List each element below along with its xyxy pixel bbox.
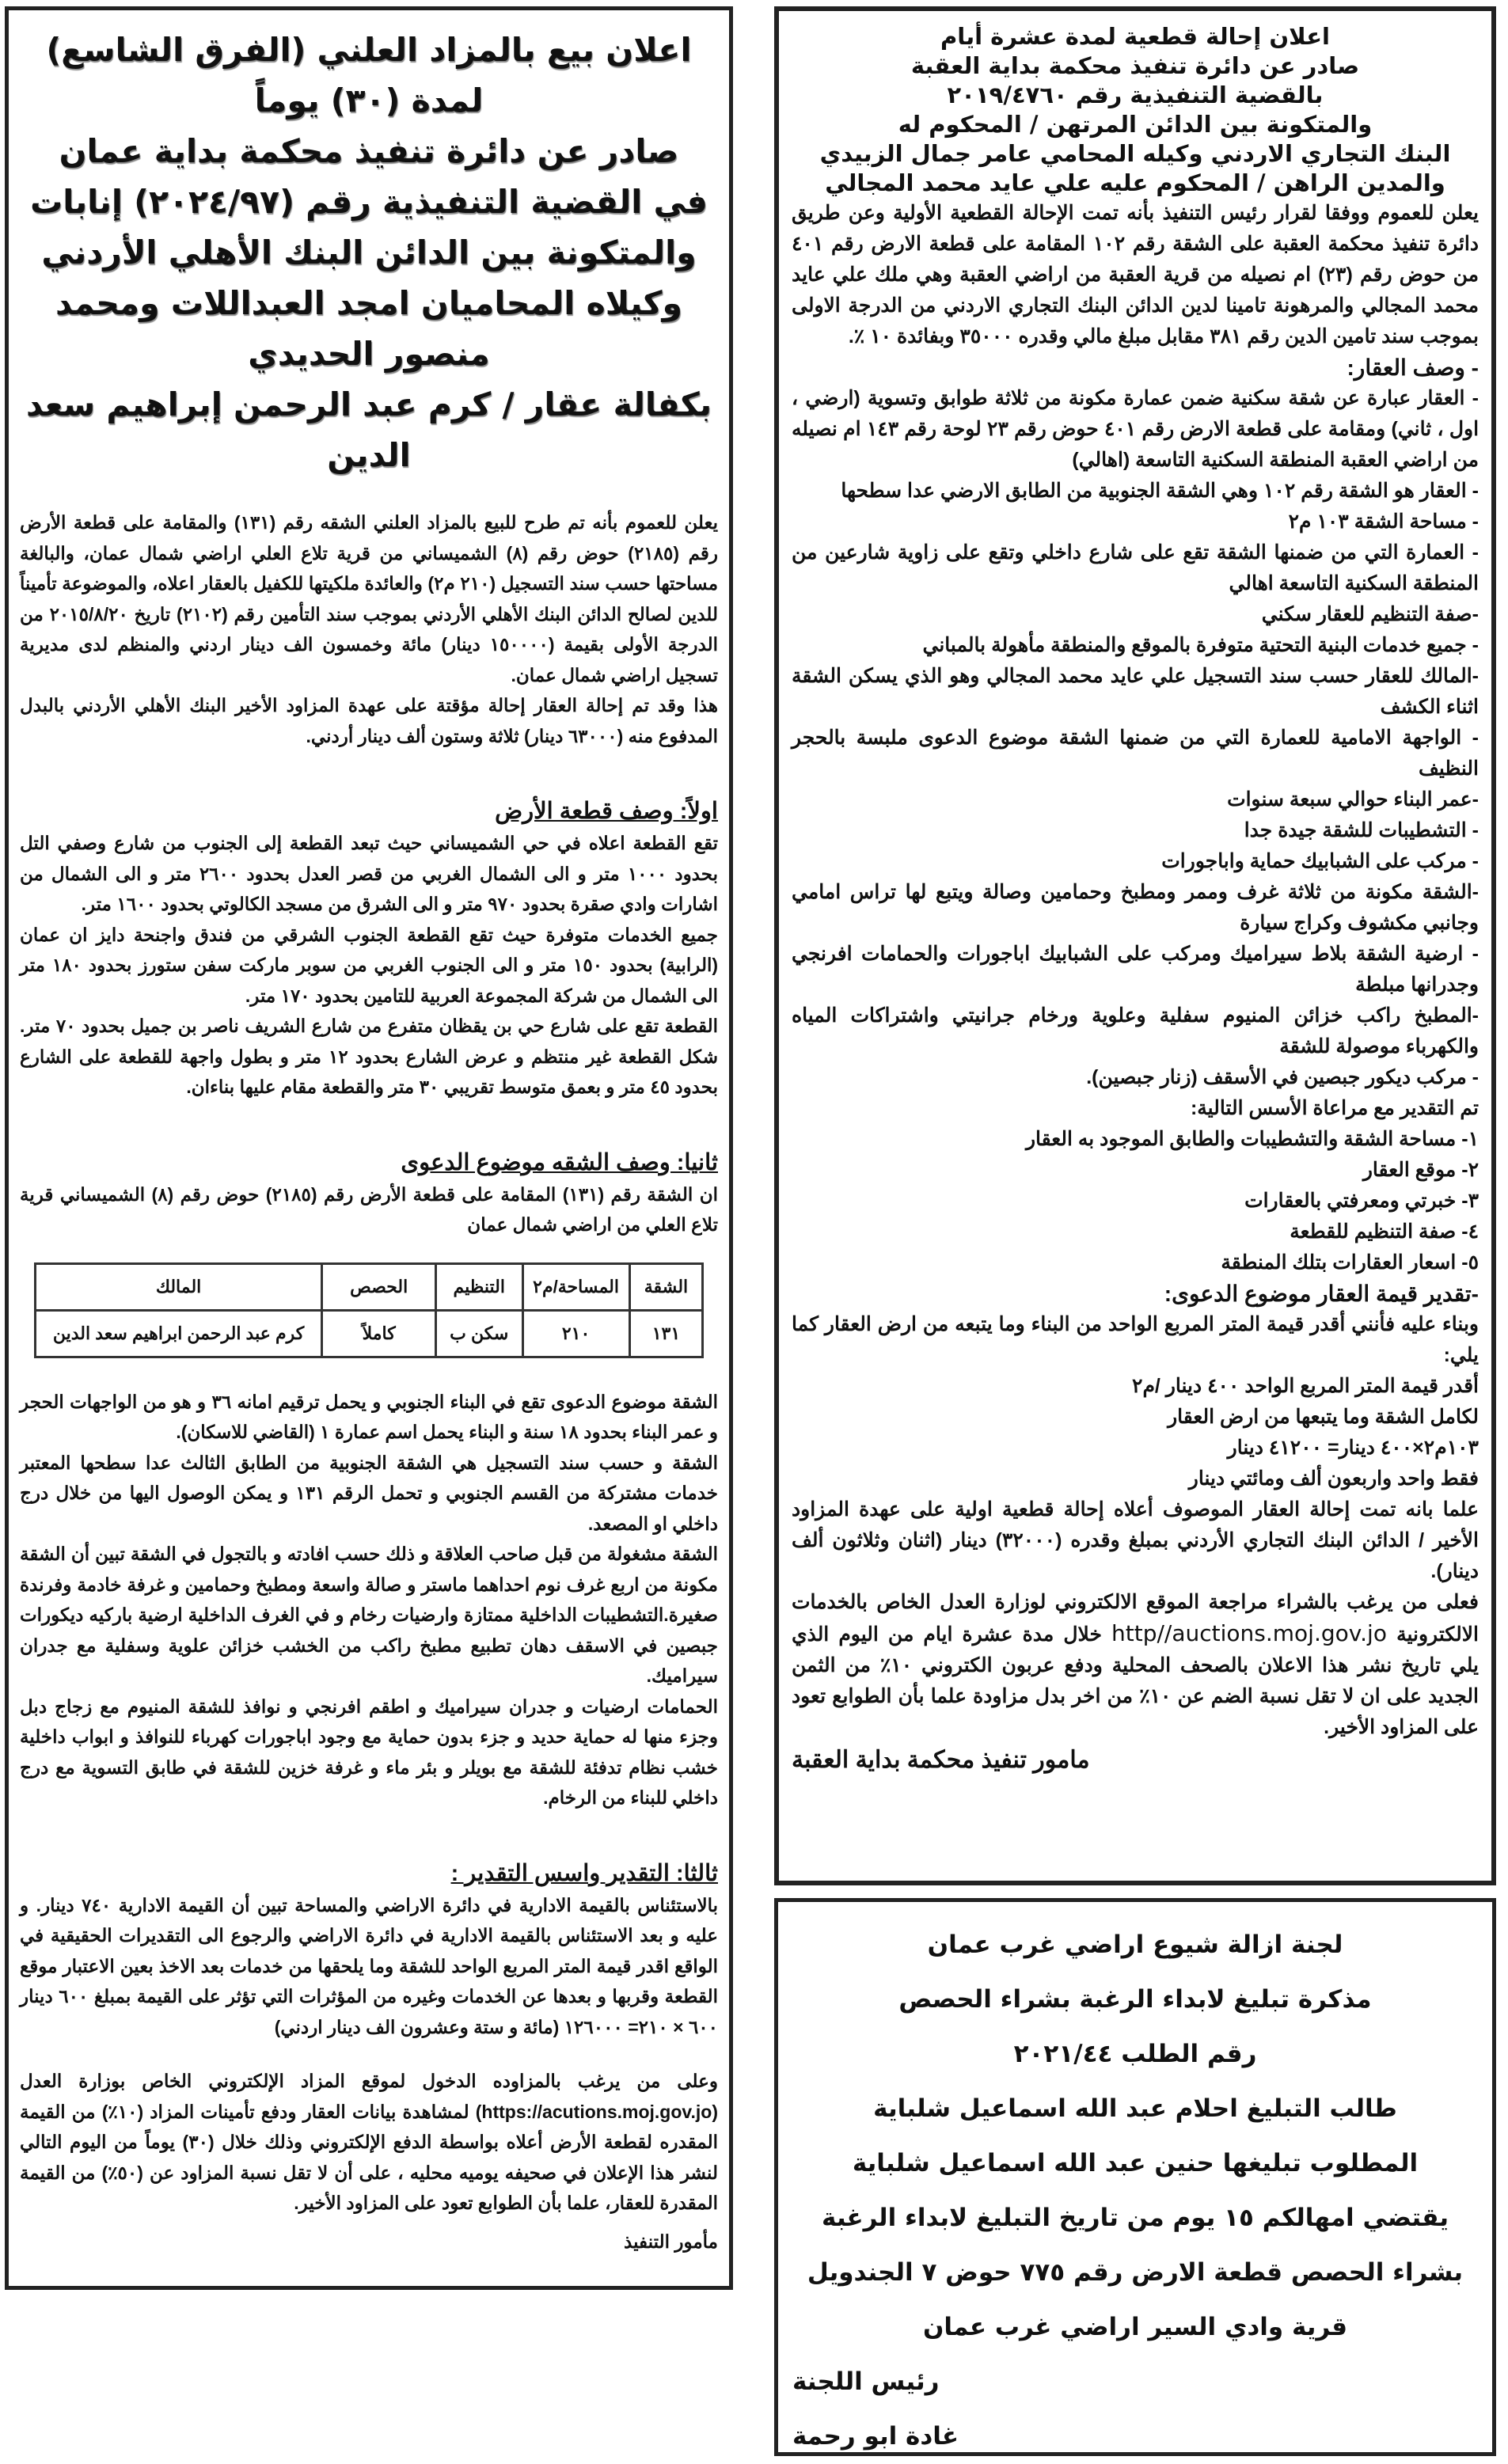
table-header: التنظيم: [435, 1263, 522, 1310]
signature: مأمور التنفيذ: [624, 2231, 718, 2252]
paragraph: ان الشقة رقم (١٣١) المقامة على قطعة الأرض رقم (٢١٨٥) حوض رقم (٨) الشميساني قرية تلاع العلي من اراضي شمال عمان: [20, 1183, 718, 1235]
notice-line: طالب التبليغ احلام عبد الله اسماعيل شلباية: [873, 2094, 1397, 2123]
description-item: - مركب على الشبابيك حماية واباجورات: [1161, 850, 1479, 872]
property-description-list: [792, 383, 1479, 1278]
section-heading: اولاً: وصف قطعة الأرض: [495, 799, 718, 824]
notice-line: بشراء الحصص قطعة الارض رقم ٧٧٥ حوض ٧ الجندويل: [807, 2258, 1464, 2287]
notice-title: [20, 25, 718, 480]
table-row: [35, 1310, 703, 1357]
section-heading: ثالثا: التقدير واسس التقدير :: [450, 1860, 718, 1886]
title-line: والمتكونة بين الدائن البنك الأهلي الأردني: [41, 233, 697, 271]
description-item: - مساحة الشقة ١٠٣ م٢: [1288, 511, 1479, 533]
closing-paragraph: [792, 1587, 1479, 1743]
title-line: صادر عن دائرة تنفيذ محكمة بداية عمان: [59, 132, 679, 170]
valuation-list: [792, 1309, 1479, 1587]
notice-line: لجنة ازالة شيوع اراضي غرب عمان: [927, 1931, 1343, 1959]
description-item: -المطبخ راكب خزائن المنيوم سفلية وعلوية ورخام جرانيتي واشتراكات المياه والكهرباء موصولة للشقة: [792, 1004, 1479, 1057]
table-cell: سكن ب: [435, 1310, 522, 1357]
table-cell: ١٣١: [629, 1310, 703, 1357]
section-heading: - وصف العقار:: [1347, 355, 1479, 380]
description-item: ٥- اسعار العقارات بتلك المنطقة: [1221, 1251, 1479, 1274]
description-item: - جميع خدمات البنية التحتية متوفرة بالموقع والمنطقة مأهولة بالمباني: [922, 634, 1479, 656]
valuation-item: فقط واحد واربعون ألف ومائتي دينار: [1188, 1467, 1479, 1490]
table-header: الحصص: [322, 1263, 435, 1310]
title-line: وكيلاه المحاميان امجد العبداللات ومحمد منصور الحديدي: [55, 284, 682, 373]
auction-notice-amman: [5, 6, 733, 2290]
description-item: -عمر البناء حوالي سبعة سنوات: [1227, 788, 1479, 811]
final-award-notice-aqaba: [774, 6, 1496, 1885]
description-item: - العقار هو الشقة رقم ١٠٢ وهي الشقة الجنوبية من الطابق الارضي عدا سطحها: [841, 480, 1479, 502]
apartment-table: [34, 1262, 705, 1358]
description-item: -الشقة مكونة من ثلاثة غرف وممر ومطبخ وحمامين وصالة ويتبع لها تراس امامي وجانبي مكشوف وكراج سيارة: [792, 881, 1479, 934]
valuation-item: لكامل الشقة وما يتبعها من ارض العقار: [1168, 1406, 1479, 1428]
committee-notice: [774, 1898, 1496, 2456]
paragraph: القطعة تقع على شارع حي بن يقظان متفرع من شارع الشريف ناصر بن جميل بحدود ٧٠ متر. شكل القطعة غير منتظم و عرض الشارع بحدود ١٢ متر و بطول واجهة للقطعة على الشارع بحدود ٤٥ متر و بعمق متوسط تقريبي ٣٠ متر والقطعة مقام عليها بناءان.: [20, 1016, 718, 1097]
signature-name: غادة ابو رحمة: [792, 2422, 959, 2451]
signature-title: رئيس اللجنة: [792, 2367, 940, 2396]
title-line: صادر عن دائرة تنفيذ محكمة بداية العقبة: [910, 52, 1360, 79]
title-line: والمدين الراهن / المحكوم عليه علي عايد محمد المجالي: [825, 169, 1445, 196]
title-line: اعلان بيع بالمزاد العلني (الفرق الشاسع) لمدة (٣٠) يوماً: [46, 31, 692, 120]
description-item: - التشطيبات للشقة جيدة جدا: [1244, 819, 1479, 841]
table-cell: كاملاً: [322, 1310, 435, 1357]
description-item: - العمارة التي من ضمنها الشقة تقع على شارع داخلي وتقع على زاوية شارعين من المنطقة السكنية التاسعة اهالي: [792, 541, 1479, 594]
description-item: - الواجهة الامامية للعمارة التي من ضمنها الشقة موضوع الدعوى ملبسة بالحجر النظيف: [792, 727, 1479, 780]
intro-paragraph: يعلن للعموم بأنه تم طرح للبيع بالمزاد العلني الشقه رقم (١٣١) والمقامة على قطعة الأرض رقم (٢١٨٥) حوض رقم (٨) الشميساني من قرية تلاع العلي اراضي شمال عمان، والبالغة مساحتها حسب سند التسجيل (٢١٠ م٢) والعائدة ملكيتها للكفيل بالعقار اعلاه، والموضوعة تأميناً للدين لصالح الدائن البنك الأهلي الأردني بموجب سند التأمين رقم (٢١٠٢) تاريخ ٢٠١٥/٨/٢٠ من الدرجة الأولى بقيمة (١٥٠٠٠٠ دينار) مائة وخمسون الف دينار اردني والمنظم لدى مديرية تسجيل اراضي شمال عمان.: [20, 512, 719, 685]
auction-url-link[interactable]: http//auctions.moj.gov.jo: [1111, 1620, 1387, 1646]
intro-paragraph: هذا وقد تم إحالة العقار إحالة مؤقتة على عهدة المزاود الأخير البنك الأهلي الأردني بالبدل المدفوع منه (٦٣٠٠٠ دينار) ثلاثة وستون ألف دينار أردني.: [20, 695, 718, 746]
paragraph: الشقة مشغولة من قبل صاحب العلاقة و ذلك حسب افادته و بالتجول في الشقة تبين أن الشقة مكونة من اربع غرف نوم احداهما ماستر و صالة واسعة ومطبخ وحمامين و غرفة خادمة وفرندة صغيرة.التشطيبات الداخلية ممتازة وارضيات رخام و في الغرف الداخلية ارضية باركيه ديكورات جبصين في الاسقف دهان تطبيع مطبخ راكب من الخشب خزائن علوية وسفلية مع جدران سيراميك.: [20, 1543, 718, 1686]
title-line: بالقضية التنفيذية رقم ٢٠١٩/٤٧٦٠: [947, 82, 1324, 108]
section-heading: ثانيا: وصف الشقه موضوع الدعوى: [401, 1149, 718, 1175]
intro-paragraph: يعلن للعموم ووفقا لقرار رئيس التنفيذ بأنه تمت الإحالة القطعية الأولية وعن طريق دائرة تنفيذ محكمة العقبة على الشقة رقم ١٠٢ المقامة على قطعة الارض رقم ٤٠١ من حوض رقم (٢٣) ام نصيله من قرية العقبة من اراضي العقبة وهي ملك علي عايد محمد المجالي والمرهونة تامينا لدين الدائن البنك التجاري الاردني من الدرجة الاولى بموجب سند تامين الدين رقم ٣٨١ مقابل مبلغ مالي وقدره ٣٥٠٠٠ وبفائدة ١٠ ٪.: [792, 202, 1479, 347]
description-item: ٣- خبرتي ومعرفتي بالعقارات: [1244, 1190, 1479, 1212]
description-item: - مركب ديكور جبصين في الأسقف (زنار جبصين).: [1086, 1066, 1479, 1088]
description-item: تم التقدير مع مراعاة الأسس التالية:: [1190, 1097, 1479, 1119]
title-line: في القضية التنفيذية رقم (٢٠٢٤/٩٧) إنابات: [30, 183, 708, 221]
valuation-item: علما بانه تمت إحالة العقار الموصوف أعلاه إحالة قطعية اولية على عهدة المزاود الأخير / الدائن البنك التجاري الأردني بمبلغ وقدره (٣٢٠٠٠) دينار (اثنان وثلاثون ألف دينار).: [792, 1498, 1480, 1582]
description-item: ٢- موقع العقار: [1362, 1159, 1479, 1181]
title-line: والمتكونة بين الدائن المرتهن / المحكوم له: [898, 111, 1373, 138]
table-header: المالك: [35, 1263, 322, 1310]
paragraph: الحمامات ارضيات و جدران سيراميك و اطقم افرنجي و نوافذ للشقة المنيوم مع زجاج دبل وجزء منها له حماية حديد و جزء بدون حماية مع وجود اباجورات كهرباء للنوافذ و ابواب داخلية خشب نظام تدفئة للشقة مع بويلر و بئر ماء و غرفة خزين للشقة في طابق التسوية مع درج داخلي للبناء من الرخام.: [20, 1695, 718, 1808]
valuation-item: وبناء عليه فأنني أقدر قيمة المتر المربع الواحد من البناء وما يتبعه من ارض العقار كما يلي:: [792, 1313, 1479, 1366]
valuation-item: ١٠٣م٢×٤٠٠ دينار= ٤١٢٠٠ دينار: [1227, 1437, 1479, 1459]
valuation-item: أقدر قيمة المتر المربع الواحد ٤٠٠ دينار /م٢: [1132, 1375, 1479, 1397]
description-item: -المالك للعقار حسب سند التسجيل علي عايد محمد المجالي وهو الذي يسكن الشقة اثناء الكشف: [792, 665, 1479, 718]
closing-text: فعلى من يرغب بالشراء مراجعة الموقع الالكتروني لوزارة العدل الخاص بالخدمات الالكترونية: [792, 1591, 1480, 1646]
paragraph: وعلى من يرغب بالمزاوده الدخول لموقع المزاد الإلكتروني الخاص بوزارة العدل (https://acutions.moj.gov.jo) لمشاهدة بيانات العقار ودفع تأمينات المزاد (١٠٪) من القيمة المقدره لقطعة الأرض أعلاه بواسطة الدفع الإلكتروني وذلك خلال (٣٠) يوماً من اليوم التالي لنشر هذا الإعلان في صحيفه يوميه محليه ، على أن لا تقل نسبة المزاود عن (٥٠٪) من القيمة المقدرة للعقار، علما بأن الطوابع تعود على المزاود الأخير.: [20, 2071, 718, 2213]
paragraph: جميع الخدمات متوفرة حيث تقع القطعة الجنوب الشرقي من فندق واجنحة دايز ان عمان (الرابية) بحدود ١٥٠ متر و الى الجنوب الغربي من سوبر ماركت سفن ستورز بحدود ١٨٠ متر الى الشمال من شركة المجموعة العربية للتامين بحدود ١٧٠ متر.: [20, 924, 719, 1006]
notice-title: [792, 22, 1479, 198]
table-cell: ٢١٠: [522, 1310, 629, 1357]
description-item: -صفة التنظيم للعقار سكني: [1261, 603, 1479, 625]
paragraph: الشقة موضوع الدعوى تقع في البناء الجنوبي و يحمل ترقيم امانه ٣٦ و هو من الواجهات الحجر و عمر البناء بحدود ١٨ سنة و البناء يحمل اسم عمارة ١ (القاضي للاسكان).: [20, 1391, 718, 1442]
paragraph: الشقة و حسب سند التسجيل هي الشقة الجنوبية من الطابق الثالث عدا سطحها المعتبر خدمات مشتركة من القسم الجنوبي و تحمل الرقم ١٣١ و يمكن الوصول اليها من خلال درج داخلي او المصعد.: [20, 1452, 718, 1534]
notice-line: قرية وادي السير اراضي غرب عمان: [922, 2313, 1348, 2341]
section-heading: -تقدير قيمة العقار موضوع الدعوى:: [1164, 1281, 1479, 1306]
table-cell: كرم عبد الرحمن ابراهيم سعد الدين: [35, 1310, 322, 1357]
description-item: ٤- صفة التنظيم للقطعة: [1290, 1221, 1479, 1243]
notice-line: مذكرة تبليغ لابداء الرغبة بشراء الحصص: [898, 1985, 1372, 2014]
notice-line: المطلوب تبليغها حنين عبد الله اسماعيل شلباية: [852, 2149, 1419, 2177]
title-line: البنك التجاري الاردني وكيله المحامي عامر جمال الزبيدي: [819, 140, 1451, 167]
description-item: ١- مساحة الشقة والتشطيبات والطابق الموجود به العقار: [1025, 1128, 1479, 1150]
title-line: اعلان إحالة قطعية لمدة عشرة أيام: [940, 23, 1330, 50]
signature: مامور تنفيذ محكمة بداية العقبة: [792, 1747, 1090, 1773]
paragraph: تقع القطعة اعلاه في حي الشميساني حيث تبعد القطعة إلى الجنوب من شارع وصفي التل بحدود ١٠٠٠ متر و الى الشمال الغربي من قصر العدل بحدود ٢٦٠٠ متر و الى الشمال من اشارات وادي صقرة بحدود ٩٧٠ متر و الى الشرق من مسجد الكالوتي بحدود ١٦٠٠ متر.: [20, 833, 719, 914]
table-header: المساحة/م٢: [522, 1263, 629, 1310]
notice-line: يقتضي امهالكم ١٥ يوم من تاريخ التبليغ لابداء الرغبة: [822, 2204, 1449, 2232]
table-header: الشقة: [629, 1263, 703, 1310]
description-item: - ارضية الشقة بلاط سيراميك ومركب على الشبابيك اباجورات والحمامات افرنجي وجدرانها مبلطة: [792, 943, 1479, 996]
description-item: - العقار عبارة عن شقة سكنية ضمن عمارة مكونة من ثلاثة طوابق وتسوية (ارضي ، اول ، ثاني) ومقامة على قطعة الارض رقم ٤٠١ حوض رقم ٢٣ لوحة رقم ١٤٣ ام نصيله من اراضي العقبة المنطقة السكنية التاسعة (اهالي): [792, 387, 1480, 471]
closing-text: خلال مدة عشرة ايام من اليوم الذي يلي تاريخ نشر هذا الاعلان بالصحف المحلية ودفع عربون الكتروني ١٠٪ من الثمن الجديد على ان لا تقل نسبة الضم عن ١٠٪ من اخر بدل مزاودة علما بأن الطوابع تعود على المزاود الأخير.: [792, 1623, 1479, 1738]
notice-line: رقم الطلب ٢٠٢١/٤٤: [1013, 2040, 1257, 2068]
paragraph: بالاستئناس بالقيمة الادارية في دائرة الاراضي والمساحة تبين أن القيمة الادارية ٧٤٠ دينار. و عليه و بعد الاستئناس بالقيمة الادارية في دائرة الاراضي والرجوع الى التقديرات الحقيقية في الواقع اقدر قيمة المتر المربع الواحد للشقة وما يلحقها من خدمات بعد الاخذ بعين الاعتبار موقع القطعة وقربها و بعدها عن الخدمات وغيره من المؤثرات التي تؤثر على القيمة بمبلغ ٦٠٠ دينار ٦٠٠ × ٢١٠= ١٢٦٠٠٠ (مائة و ستة وعشرون الف دينار اردني): [20, 1894, 719, 2037]
title-line: بكفالة عقار / كرم عبد الرحمن إبراهيم سعد الدين: [26, 385, 712, 474]
